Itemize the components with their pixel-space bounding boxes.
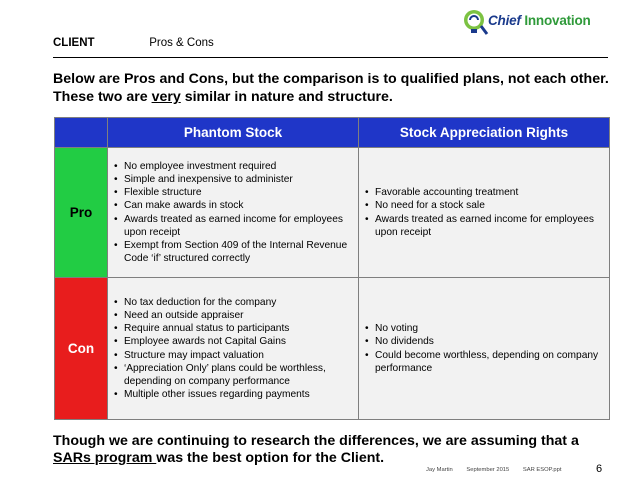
list-item: • No voting xyxy=(365,322,603,335)
list-item: • Structure may impact valuation xyxy=(114,349,352,362)
con-sars-cell xyxy=(359,278,610,420)
header-divider xyxy=(53,57,608,58)
comparison-table xyxy=(54,117,610,420)
conclusion-part2: was the best option for the Client. xyxy=(156,450,385,466)
list-item: • No need for a stock sale xyxy=(365,199,603,212)
conclusion-part1: Though we are continuing to research the differences, we are assuming that a xyxy=(53,433,579,449)
list-item: • Favorable accounting treatment xyxy=(365,186,603,199)
table-row-pro xyxy=(55,148,610,278)
con-phantom-cell xyxy=(108,278,359,420)
footer-author: Jay Martin xyxy=(426,467,453,473)
column-header-sars: Stock Appreciation Rights xyxy=(359,118,610,148)
intro-text xyxy=(53,70,613,106)
row-label-pro: Pro xyxy=(55,148,108,278)
list-item: • Could become worthless, depending on company performance xyxy=(365,349,603,375)
list-item: • No employee investment required xyxy=(114,160,352,173)
footer-file: SAR ESOP.ppt xyxy=(522,467,562,473)
footer-date: September 2015 xyxy=(466,467,510,473)
list-item: • Awards treated as earned income for employees upon receipt xyxy=(365,213,603,239)
client-label: CLIENT xyxy=(53,37,95,49)
list-item: • Multiple other issues regarding payments xyxy=(114,388,352,401)
intro-part1: Below are Pros and Cons, but the comparison is to qualified plans, not each other. These two are xyxy=(53,71,609,105)
footer xyxy=(426,467,573,473)
slide-header xyxy=(53,37,214,49)
list-item: • Simple and inexpensive to administer xyxy=(114,173,352,186)
list-item: • Awards treated as earned income for employees upon receipt xyxy=(114,213,352,239)
intro-part2: similar in nature and structure. xyxy=(180,89,393,105)
logo xyxy=(458,6,638,36)
bulb-icon xyxy=(460,8,490,36)
logo-chief: Chief xyxy=(488,13,521,28)
list-item: • No dividends xyxy=(365,335,603,348)
row-label-con: Con xyxy=(55,278,108,420)
list-item: • No tax deduction for the company xyxy=(114,296,352,309)
pro-phantom-cell xyxy=(108,148,359,278)
column-header-phantom: Phantom Stock xyxy=(108,118,359,148)
pro-sars-cell xyxy=(359,148,610,278)
page-number: 6 xyxy=(596,463,603,475)
list-item: • ‘Appreciation Only’ plans could be worthless, depending on company performance xyxy=(114,362,352,388)
section-title: Pros & Cons xyxy=(149,37,214,49)
table-corner xyxy=(55,118,108,148)
logo-text xyxy=(488,13,591,28)
intro-emphasis: very xyxy=(151,89,181,105)
list-item: • Need an outside appraiser xyxy=(114,309,352,322)
list-item: • Require annual status to participants xyxy=(114,322,352,335)
conclusion-text xyxy=(53,433,613,467)
list-item: • Can make awards in stock xyxy=(114,199,352,212)
conclusion-emphasis: SARs program xyxy=(53,450,157,466)
list-item: • Employee awards not Capital Gains xyxy=(114,335,352,348)
list-item: • Exempt from Section 409 of the Internal Revenue Code ‘if’ structured correctly xyxy=(114,239,352,265)
table-header-row xyxy=(55,118,610,148)
list-item: • Flexible structure xyxy=(114,186,352,199)
logo-innovation: Innovation xyxy=(524,13,591,28)
table-row-con xyxy=(55,278,610,420)
